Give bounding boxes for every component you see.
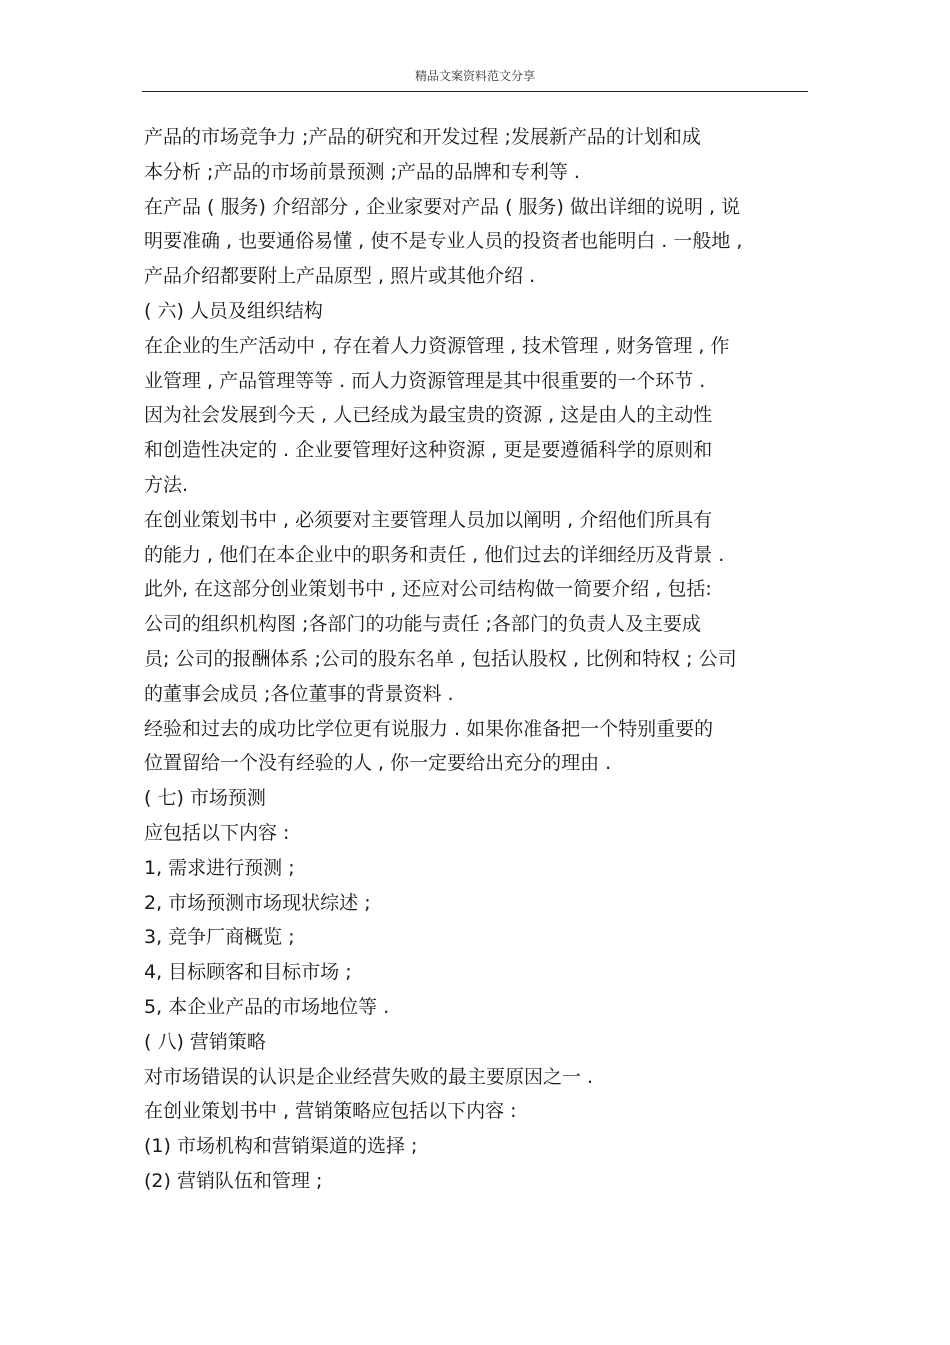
text-line: 明要准确 , 也要通俗易懂 , 使不是专业人员的投资者也能明白 . 一般地 , bbox=[144, 230, 743, 253]
text-line: 方法. bbox=[144, 473, 189, 496]
text-line: 员; 公司的报酬体系 ;公司的股东名单 , 包括认股权 , 比例和特权 ; 公司 bbox=[144, 647, 737, 670]
section-heading: ( 八) 营销策略 bbox=[144, 1030, 266, 1053]
text-line: 产品的市场竞争力 ;产品的研究和开发过程 ;发展新产品的计划和成 bbox=[144, 126, 701, 148]
list-item: 1, 需求进行预测 ; bbox=[144, 856, 295, 879]
list-item: 5, 本企业产品的市场地位等 . bbox=[144, 995, 390, 1018]
text-line: 在创业策划书中 , 营销策略应包括以下内容 : bbox=[144, 1100, 517, 1123]
text-line: 产品介绍都要附上产品原型 , 照片或其他介绍 . bbox=[144, 265, 536, 288]
text-line: 本分析 ;产品的市场前景预测 ;产品的品牌和专利等 . bbox=[144, 160, 580, 183]
text-line: 位置留给一个没有经验的人 , 你一定要给出充分的理由 . bbox=[144, 752, 612, 775]
text-line: 在创业策划书中 , 必须要对主要管理人员加以阐明 , 介绍他们所具有 bbox=[144, 508, 713, 531]
text-line: 经验和过去的成功比学位更有说服力 . 如果你准备把一个特别重要的 bbox=[144, 717, 714, 740]
text-line: 此外, 在这部分创业策划书中 , 还应对公司结构做一简要介绍 , 包括: bbox=[144, 578, 712, 601]
text-line: 的董事会成员 ;各位董事的背景资料 . bbox=[144, 682, 454, 705]
section-heading: ( 六) 人员及组织结构 bbox=[144, 299, 323, 322]
list-item: 3, 竞争厂商概览 ; bbox=[144, 926, 295, 949]
list-item: 2, 市场预测市场现状综述 ; bbox=[144, 891, 371, 914]
header-divider bbox=[142, 91, 808, 92]
text-line: 因为社会发展到今天 , 人已经成为最宝贵的资源 , 这是由人的主动性 bbox=[144, 404, 713, 427]
list-item: (2) 营销队伍和管理 ; bbox=[144, 1169, 323, 1192]
text-line: 应包括以下内容 : bbox=[144, 821, 290, 844]
text-line: 业管理 , 产品管理等等 . 而人力资源管理是其中很重要的一个环节 . bbox=[144, 369, 706, 392]
document-body bbox=[144, 120, 824, 1199]
text-line: 的能力 , 他们在本企业中的职务和责任 , 他们过去的详细经历及背景 . bbox=[144, 543, 725, 566]
page-header: 精品文案资料范文分享 bbox=[414, 69, 535, 83]
text-line: 在企业的生产活动中 , 存在着人力资源管理 , 技术管理 , 财务管理 , 作 bbox=[144, 334, 730, 357]
text-line: 对市场错误的认识是企业经营失败的最主要原因之一 . bbox=[144, 1065, 594, 1088]
text-line: 和创造性决定的 . 企业要管理好这种资源 , 更是要遵循科学的原则和 bbox=[144, 439, 713, 462]
list-item: (1) 市场机构和营销渠道的选择 ; bbox=[144, 1135, 418, 1158]
section-heading: ( 七) 市场预测 bbox=[144, 787, 266, 810]
text-line: 公司的组织机构图 ;各部门的功能与责任 ;各部门的负责人及主要成 bbox=[144, 613, 701, 636]
text-line: 在产品 ( 服务) 介绍部分 , 企业家要对产品 ( 服务) 做出详细的说明 , 说 bbox=[144, 195, 741, 218]
list-item: 4, 目标顾客和目标市场 ; bbox=[144, 961, 352, 984]
